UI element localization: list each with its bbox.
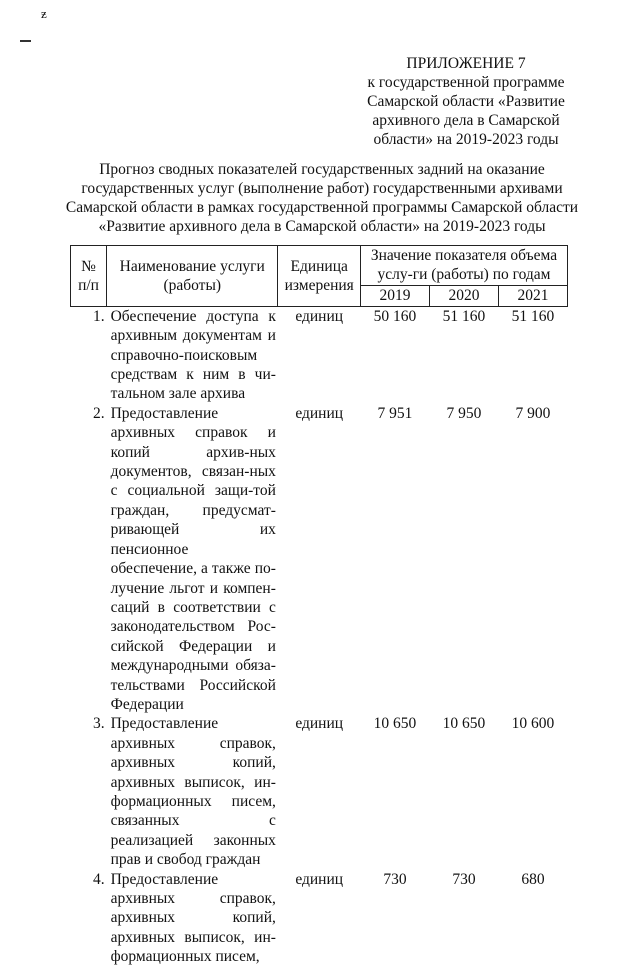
appendix-block: [360, 54, 572, 149]
top-mark: ƶ: [41, 6, 47, 21]
document-heading: Прогноз сводных показателей государственных задний на оказание государственных услуг (выполнение работ) государственными архивами Самарской области в рамках государственной программы Самарской области «Развитие архивного дела в Самарской области» на 2019-2023 годы: [65, 161, 579, 235]
row-unit: единиц: [295, 307, 344, 325]
header-name: Наименование услуги (работы): [107, 246, 278, 307]
row-value-2021: 51 160: [511, 307, 555, 325]
header-unit: Единица измерения: [278, 246, 361, 307]
table-row: [71, 306, 568, 404]
row-value-2019: 7 951: [377, 404, 413, 422]
row-value-2019: 50 160: [373, 307, 417, 325]
appendix-subtitle: к государственной программе Самарской области «Развитие архивного дела в Самарской области» на 2019-2023 годы: [367, 74, 565, 148]
header-num: № п/п: [71, 246, 107, 307]
table-row: [71, 404, 568, 715]
row-num: 4.: [92, 870, 105, 888]
row-value-2019: 730: [383, 870, 407, 888]
row-value-2020: 730: [452, 870, 476, 888]
header-year-2020: 2020: [429, 285, 498, 306]
row-name: Предоставление архивных справок, архивных копий, архивных выписок, ин-формационных писем,: [110, 870, 276, 966]
row-name: Предоставление архивных справок и копий архив-ных документов, связан-ных с социальной защи-той граждан, предусмат-ривающей их пенсионное обеспечение, а также по-лучение льгот и компен-саций в соответствии с законодательством Рос-сийской Федерации и международными обяза-тельствами Российской Федерации: [110, 404, 276, 713]
services-table: [70, 245, 568, 967]
row-value-2021: 680: [521, 870, 545, 888]
row-name: Обеспечение доступа к архивным документам и справочно-поисковым средствам к ним в чи-тальном зале архива: [110, 307, 276, 403]
margin-dash: [20, 40, 31, 42]
row-name: Предоставление архивных справок, архивных копий, архивных выписок, ин-формационных писем, связанных с реализацией законных прав и свобод граждан: [110, 715, 276, 869]
row-num: 2.: [92, 404, 105, 422]
header-value-group: Значение показателя объема услу-ги (работы) по годам: [360, 246, 567, 286]
appendix-title: ПРИЛОЖЕНИЕ 7: [406, 55, 526, 72]
header-year-2019: 2019: [360, 285, 429, 306]
row-unit: единиц: [295, 404, 344, 422]
table-row: [71, 870, 568, 967]
row-value-2020: 7 950: [446, 404, 482, 422]
row-num: 3.: [92, 715, 105, 733]
header-year-2021: 2021: [498, 285, 567, 306]
row-unit: единиц: [295, 715, 344, 733]
row-num: 1.: [92, 307, 105, 325]
table-row: [71, 714, 568, 869]
row-value-2021: 10 600: [511, 715, 555, 733]
row-unit: единиц: [295, 870, 344, 888]
row-value-2021: 7 900: [515, 404, 551, 422]
row-value-2020: 51 160: [442, 307, 486, 325]
row-value-2020: 10 650: [442, 715, 486, 733]
row-value-2019: 10 650: [373, 715, 417, 733]
